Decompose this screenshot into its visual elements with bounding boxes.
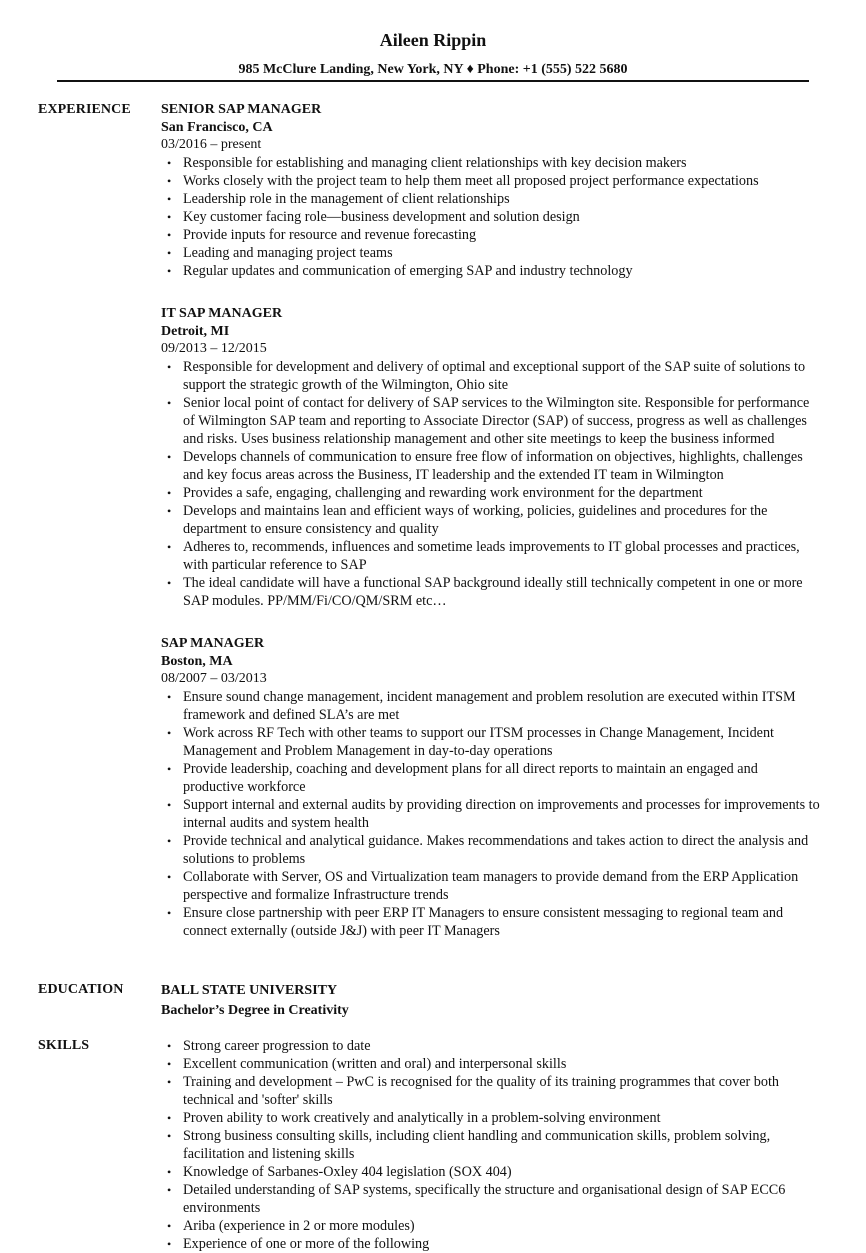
- skill-item: • Proven ability to work creatively and analytically in a problem-solving environment: [161, 1109, 821, 1127]
- job-entry: [161, 101, 821, 280]
- bullet-item: • Leading and managing project teams: [161, 244, 821, 262]
- job-dates: 03/2016 – present: [161, 137, 262, 152]
- skills-body: [161, 1037, 821, 1253]
- skills-list: [161, 1037, 821, 1253]
- bullet-item: • Adheres to, recommends, influences and sometime leads improvements to IT global processes and practices, with particular reference to SAP: [161, 538, 821, 574]
- degree-name: Bachelor’s Degree in Creativity: [161, 1003, 349, 1018]
- header-divider: [57, 80, 809, 82]
- education-heading: EDUCATION: [38, 982, 124, 997]
- job-location: Boston, MA: [161, 654, 233, 669]
- job-title: SAP MANAGER: [161, 636, 265, 651]
- bullet-item: • Support internal and external audits by providing direction on improvements and processes for improvements to internal audits and system health: [161, 796, 821, 832]
- skill-item: • Training and development – PwC is recognised for the quality of its training programmes that cover both technical and 'softer' skills: [161, 1073, 821, 1109]
- skills-heading: SKILLS: [38, 1038, 90, 1053]
- bullet-item: • Works closely with the project team to help them meet all proposed project performance expectations: [161, 172, 821, 190]
- job-title: SENIOR SAP MANAGER: [161, 102, 322, 117]
- bullet-item: • Responsible for development and delivery of optimal and exceptional support of the SAP suite of solutions to support the strategic growth of the Wilmington, Ohio site: [161, 358, 821, 394]
- job-dates: 08/2007 – 03/2013: [161, 671, 267, 686]
- bullet-item: • Senior local point of contact for delivery of SAP services to the Wilmington site. Responsible for performance of Wilmington SAP team and reporting to Associate Director (SAP) of success, progress as well as challenges and risks. Uses business relationship management and other site meetings to keep the business informed: [161, 394, 821, 448]
- bullet-item: • Responsible for establishing and managing client relationships with key decision makers: [161, 154, 821, 172]
- skill-item: • Strong career progression to date: [161, 1037, 821, 1055]
- job-location: San Francisco, CA: [161, 120, 273, 135]
- bullet-item: • Key customer facing role—business development and solution design: [161, 208, 821, 226]
- skill-item: • Strong business consulting skills, including client handling and communication skills, problem solving, facilitation and listening skills: [161, 1127, 821, 1163]
- bullet-item: • Provide technical and analytical guidance. Makes recommendations and takes action to direct the analysis and solutions to problems: [161, 832, 821, 868]
- job-location: Detroit, MI: [161, 324, 230, 339]
- skill-item: • Excellent communication (written and oral) and interpersonal skills: [161, 1055, 821, 1073]
- bullet-item: • Collaborate with Server, OS and Virtualization team managers to provide demand from the ERP Application perspective and formalize Infrastructure trends: [161, 868, 821, 904]
- skill-item: • Ariba (experience in 2 or more modules): [161, 1217, 821, 1235]
- candidate-name: Aileen Rippin: [379, 30, 487, 50]
- job-title: IT SAP MANAGER: [161, 306, 283, 321]
- skill-item: • Knowledge of Sarbanes-Oxley 404 legislation (SOX 404): [161, 1163, 821, 1181]
- bullet-item: • Provide leadership, coaching and development plans for all direct reports to maintain an engaged and productive workforce: [161, 760, 821, 796]
- job-bullets: [161, 358, 821, 610]
- job-entry: [161, 635, 821, 940]
- job-bullets: [161, 154, 821, 280]
- bullet-item: • Ensure close partnership with peer ERP IT Managers to ensure consistent messaging to regional team and connect externally (outside J&J) with peer IT Managers: [161, 904, 821, 940]
- job-dates: 09/2013 – 12/2015: [161, 341, 267, 356]
- bullet-item: • The ideal candidate will have a functional SAP background ideally still technically competent in one or more SAP modules. PP/MM/Fi/CO/QM/SRM etc…: [161, 574, 821, 610]
- school-name: BALL STATE UNIVERSITY: [161, 983, 338, 998]
- bullet-item: • Ensure sound change management, incident management and problem resolution are executed within ITSM framework and defined SLA’s are met: [161, 688, 821, 724]
- bullet-item: • Develops channels of communication to ensure free flow of information on objectives, highlights, challenges and key focus areas across the Business, IT leadership and the extended IT team in Wilmington: [161, 448, 821, 484]
- job-entry: [161, 305, 821, 610]
- experience-heading: EXPERIENCE: [38, 102, 131, 117]
- bullet-item: • Provide inputs for resource and revenue forecasting: [161, 226, 821, 244]
- bullet-item: • Leadership role in the management of client relationships: [161, 190, 821, 208]
- bullet-item: • Develops and maintains lean and efficient ways of working, policies, guidelines and procedures for the department to ensure consistency and quality: [161, 502, 821, 538]
- bullet-item: • Work across RF Tech with other teams to support our ITSM processes in Change Management, Incident Management and Problem Management in day-to-day operations: [161, 724, 821, 760]
- skill-item: • Detailed understanding of SAP systems, specifically the structure and organisational design of SAP ECC6 environments: [161, 1181, 821, 1217]
- bullet-item: • Provides a safe, engaging, challenging and rewarding work environment for the department: [161, 484, 821, 502]
- experience-body: [161, 101, 821, 965]
- skill-item: • Experience of one or more of the following: [161, 1235, 821, 1253]
- contact-line: 985 McClure Landing, New York, NY ♦ Phone: +1 (555) 522 5680: [238, 62, 628, 77]
- education-body: [161, 981, 821, 1021]
- job-bullets: [161, 688, 821, 940]
- bullet-item: • Regular updates and communication of emerging SAP and industry technology: [161, 262, 821, 280]
